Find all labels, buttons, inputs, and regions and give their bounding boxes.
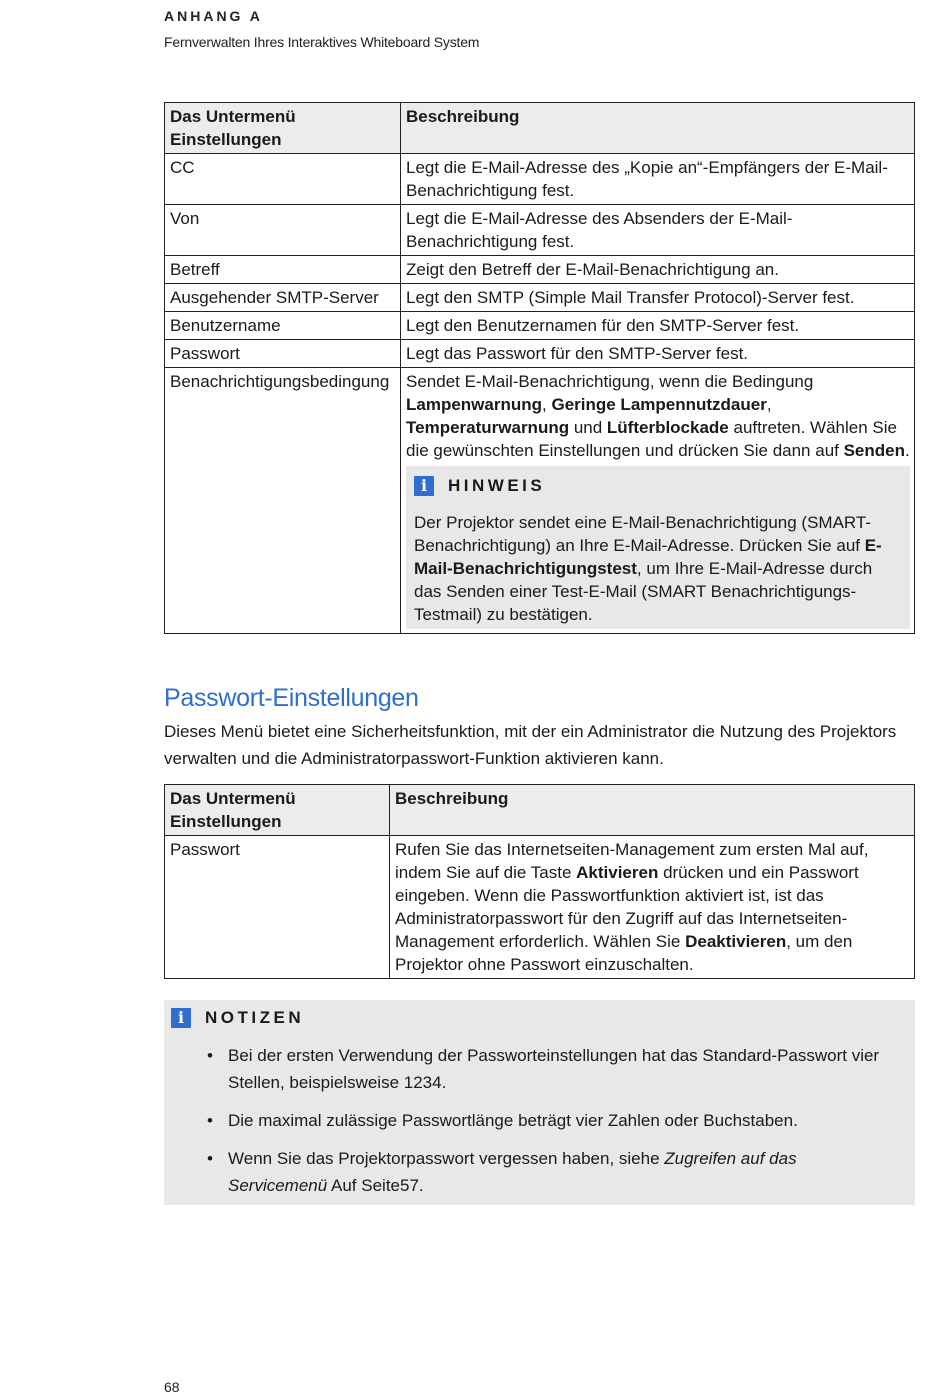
row-description: Legt den Benutzernamen für den SMTP-Server fest. [401,312,915,340]
table-header-row [165,785,915,836]
bullet-icon: • [207,1111,213,1130]
row-label: Benutzername [165,312,401,340]
info-icon: i [171,1008,191,1028]
row-label: Benachrichtigungsbedingung [165,368,401,634]
row-label: Betreff [165,256,401,284]
notes-box [164,1000,915,1205]
condition-description: Sendet E-Mail-Benachrichtigung, wenn die Bedingung Lampenwarnung, Geringe Lampennutzdauer, Temperaturwarnung und Lüfterblockade auftreten. Wählen Sie die gewünschten Einstellungen und drücken Sie dann auf Senden. [406,372,910,460]
column-header-submenu: Das Untermenü Einstellungen [165,785,390,836]
page-number: 68 [164,1379,180,1395]
list-item: • Wenn Sie das Projektorpasswort vergessen haben, siehe Zugreifen auf das Servicemenü Auf Seite57. [171,1145,907,1199]
table-row [165,312,915,340]
row-label: Passwort [165,836,390,979]
cross-reference-link[interactable]: Zugreifen auf das Servicemenü [228,1149,797,1195]
table-row [165,368,915,634]
appendix-label: ANHANG A [164,8,263,24]
list-item: • Bei der ersten Verwendung der Passworteinstellungen hat das Standard-Passwort vier Stellen, beispielsweise 1234. [171,1042,907,1096]
column-header-description: Beschreibung [401,103,915,154]
row-description: Legt die E-Mail-Adresse des Absenders der E-Mail-Benachrichtigung fest. [401,205,915,256]
note-text: Der Projektor sendet eine E-Mail-Benachrichtigung (SMART-Benachrichtigung) an Ihre E-Mail-Adresse. Drücken Sie auf E-Mail-Benachrichtigungstest, um Ihre E-Mail-Adresse durch das Senden einer Test-E-Mail (SMART Benachrichtigungs-Testmail) zu bestätigen. [414,513,882,624]
table-row [165,154,915,205]
row-description: Legt das Passwort für den SMTP-Server fest. [401,340,915,368]
row-description: Rufen Sie das Internetseiten-Management zum ersten Mal auf, indem Sie auf die Taste Aktivieren drücken und ein Passwort eingeben. Wenn die Passwortfunktion aktiviert ist, ist das Administratorpasswort für den Zugriff auf das Internetseiten-Management erforderlich. Wählen Sie Deaktivieren, um den Projektor ohne Passwort einzuschalten. [390,836,915,979]
notes-label: NOTIZEN [205,1008,305,1027]
row-label: Ausgehender SMTP-Server [165,284,401,312]
section-intro: Dieses Menü bietet eine Sicherheitsfunktion, mit der ein Administrator die Nutzung des Projektors verwalten und die Administratorpasswort-Funktion aktivieren kann. [164,722,897,768]
note-label: HINWEIS [448,476,546,495]
list-item: • Die maximal zulässige Passwortlänge beträgt vier Zahlen oder Buchstaben. [171,1107,907,1134]
table-header-row [165,103,915,154]
table-row [165,284,915,312]
row-description: Zeigt den Betreff der E-Mail-Benachrichtigung an. [401,256,915,284]
table-row [165,340,915,368]
table-row [165,256,915,284]
password-settings-table [164,784,915,979]
info-icon: i [414,476,434,496]
table-row [165,836,915,979]
row-label: Passwort [165,340,401,368]
email-settings-table [164,102,915,634]
row-label: CC [165,154,401,205]
column-header-submenu: Das Untermenü Einstellungen [165,103,401,154]
row-label: Von [165,205,401,256]
bullet-icon: • [207,1046,213,1065]
bullet-icon: • [207,1149,213,1168]
notes-list [171,1042,907,1199]
table-row [165,205,915,256]
row-description: Legt die E-Mail-Adresse des „Kopie an“-Empfängers der E-Mail-Benachrichtigung fest. [401,154,915,205]
row-description: Legt den SMTP (Simple Mail Transfer Protocol)-Server fest. [401,284,915,312]
document-subtitle: Fernverwalten Ihres Interaktives Whiteboard System [164,34,480,50]
row-description [401,368,915,634]
section-title: Passwort-Einstellungen [164,684,419,712]
column-header-description: Beschreibung [390,785,915,836]
hinweis-note-box [406,466,910,629]
